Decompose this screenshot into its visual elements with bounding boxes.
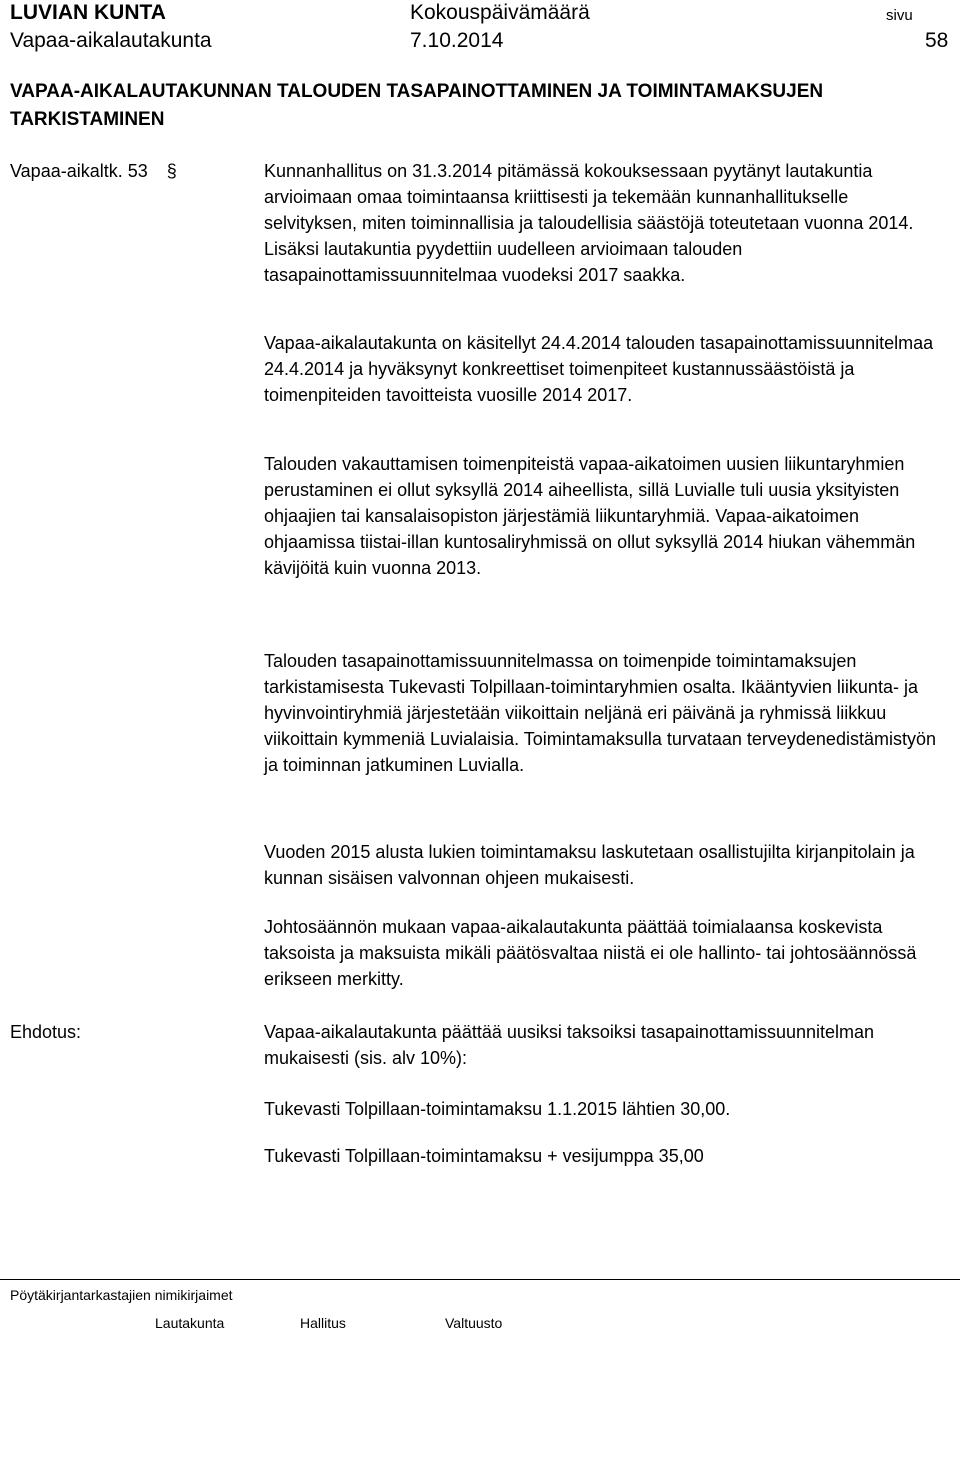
committee-name: Vapaa-aikalautakunta: [10, 29, 212, 52]
page-number: 58: [925, 29, 949, 52]
section-title: VAPAA-AIKALAUTAKUNNAN TALOUDEN TASAPAINOTTAMINEN JA TOIMINTAMAKSUJEN TARKISTAMINEN: [10, 81, 824, 130]
page-label: sivu: [886, 7, 913, 24]
footer-column-hallitus: Hallitus: [300, 1315, 346, 1331]
proposal-label: Ehdotus:: [10, 1022, 82, 1042]
proposal-text: Vapaa-aikalautakunta päättää uusiksi taksoiksi tasapainottamissuunnitelman mukaisesti (sis. alv 10%):: [264, 1022, 875, 1068]
paragraph-3: Talouden vakauttamisen toimenpiteistä vapaa-aikatoimen uusien liikuntaryhmien perustaminen ei ollut syksyllä 2014 aiheellista, sillä Luvialle tuli uusia yksityisten ohjaajien tai kansalaisopiston järjestämiä liikuntaryhmiä. Vapaa-aikatoimen ohjaamissa tiistai-illan kuntosaliryhmissä on ollut syksyllä 2014 hiukan vähemmän kävijöitä kuin vuonna 2013.: [264, 454, 916, 578]
proposal-item-1: Tukevasti Tolpillaan-toimintamaksu 1.1.2015 lähtien 30,00.: [264, 1099, 731, 1119]
footer-divider: [0, 1279, 960, 1280]
footer-column-valtuusto: Valtuusto: [445, 1315, 503, 1331]
section-symbol: §: [166, 161, 177, 181]
meeting-date: 7.10.2014: [410, 29, 504, 52]
footer-column-lautakunta: Lautakunta: [155, 1315, 225, 1331]
paragraph-6: Johtosäännön mukaan vapaa-aikalautakunta päättää toimialaansa koskevista taksoista ja maksuista mikäli päätösvaltaa niistä ei ole hallinto- tai johtosäännössä erikseen merkitty.: [264, 917, 917, 989]
paragraph-5: Vuoden 2015 alusta lukien toimintamaksu laskutetaan osallistujilta kirjanpitolain ja kunnan sisäisen valvonnan ohjeen mukaisesti.: [264, 842, 915, 888]
municipality-name: LUVIAN KUNTA: [10, 1, 166, 24]
section-reference-text: Vapaa-aikaltk. 53: [10, 161, 148, 181]
paragraph-1: Kunnanhallitus on 31.3.2014 pitämässä kokouksessaan pyytänyt lautakuntia arvioimaan omaa toimintaansa kriittisesti ja tekemään kunnanhallitukselle selvityksen, miten toiminnallisia ja taloudellisia säästöjä toteutetaan vuonna 2014. Lisäksi lautakuntia pyydettiin uudelleen arvioimaan talouden tasapainottamissuunnitelmaa vuodeksi 2017 saakka.: [264, 161, 914, 285]
proposal-item-2: Tukevasti Tolpillaan-toimintamaksu + vesijumppa 35,00: [264, 1146, 704, 1166]
signatures-label: Pöytäkirjantarkastajien nimikirjaimet: [10, 1287, 233, 1303]
paragraph-4: Talouden tasapainottamissuunnitelmassa on toimenpide toimintamaksujen tarkistamisesta Tukevasti Tolpillaan-toimintaryhmien osalta. Ikääntyvien liikunta- ja hyvinvointiryhmiä järjestetään viikoittain neljänä eri päivänä ja ryhmissä liikkuu viikoittain kymmeniä Luvialaisia. Toimintamaksulla turvataan terveydenedistämistyön ja toiminnan jatkuminen Luvialla.: [264, 651, 936, 775]
paragraph-2: Vapaa-aikalautakunta on käsitellyt 24.4.2014 talouden tasapainottamissuunnitelmaa 24.4.2014 ja hyväksynyt konkreettiset toimenpiteet kustannussäästöistä ja toimenpiteiden tavoitteista vuosille 2014 2017.: [264, 333, 934, 405]
date-label: Kokouspäivämäärä: [410, 1, 590, 24]
section-reference: [10, 158, 177, 184]
